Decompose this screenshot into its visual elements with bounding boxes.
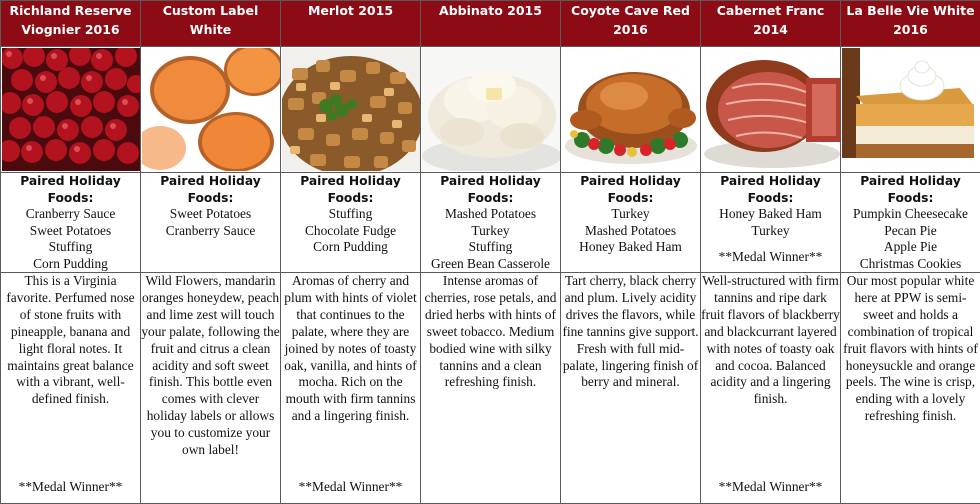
paired-food-item: Christmas Cookies — [841, 256, 980, 273]
paired-food-item: Cranberry Sauce — [141, 223, 280, 240]
paired-food-item: Pumpkin Cheesecake — [841, 206, 980, 223]
pumpkin-cheesecake-photo — [842, 48, 980, 171]
foods-row — [1, 173, 980, 273]
paired-food-item: Mashed Potatoes — [561, 223, 700, 240]
paired-foods-cell — [281, 173, 421, 273]
wine-name-header: Custom Label White — [141, 1, 281, 47]
paired-food-item: Stuffing — [421, 239, 560, 256]
paired-foods-cell — [141, 173, 281, 273]
paired-foods-title: Paired Holiday Foods: — [141, 173, 280, 206]
paired-foods-cell — [841, 173, 980, 273]
paired-food-item: Stuffing — [281, 206, 420, 223]
paired-food-item: Chocolate Fudge — [281, 223, 420, 240]
paired-foods-title: Paired Holiday Foods: — [1, 173, 140, 206]
paired-food-item: Sweet Potatoes — [141, 206, 280, 223]
wine-description-cell — [841, 273, 980, 504]
medal-winner-label: **Medal Winner** — [701, 249, 840, 266]
paired-food-item: Cranberry Sauce — [1, 206, 140, 223]
header-row — [1, 1, 980, 47]
medal-winner-label: **Medal Winner** — [1, 479, 140, 496]
image-row — [1, 47, 980, 173]
wine-description: This is a Virginia favorite. Perfumed nose of stone fruits with pineapple, banana and light floral notes. It maintains great balance with a vibrant, well-defined finish. — [1, 273, 140, 408]
paired-food-item: Honey Baked Ham — [561, 239, 700, 256]
paired-food-item: Honey Baked Ham — [701, 206, 840, 223]
roast-turkey-photo — [562, 48, 700, 171]
wine-name-header: Coyote Cave Red 2016 — [561, 1, 701, 47]
paired-foods-title: Paired Holiday Foods: — [561, 173, 700, 206]
mashed-potatoes-photo — [422, 48, 560, 171]
wine-description-cell — [1, 273, 141, 504]
food-image-cell — [281, 47, 421, 173]
paired-foods-cell — [561, 173, 701, 273]
wine-description: Our most popular white here at PPW is semi-sweet and holds a combination of tropical fruit flavors with hints of honeysuckle and orange peels. The wine is crisp, ending with a lovely refreshing finish. — [841, 273, 980, 425]
paired-food-item: Turkey — [561, 206, 700, 223]
description-row — [1, 273, 980, 504]
paired-food-item: Apple Pie — [841, 239, 980, 256]
paired-food-item: Stuffing — [1, 239, 140, 256]
medal-winner-label: **Medal Winner** — [281, 479, 420, 496]
paired-food-item: Mashed Potatoes — [421, 206, 560, 223]
wine-description-cell — [141, 273, 281, 504]
sweet-potato-photo — [142, 48, 280, 171]
food-image-cell — [701, 47, 841, 173]
food-image-cell — [841, 47, 980, 173]
wine-description-cell — [421, 273, 561, 504]
wine-name-header: Richland Reserve Viognier 2016 — [1, 1, 141, 47]
wine-description: Well-structured with firm tannins and ripe dark fruit flavors of blackberry and blackcurrant layered with notes of toasty oak and cocoa. Balanced acidity and a lingering finish. — [701, 273, 840, 408]
paired-foods-title: Paired Holiday Foods: — [281, 173, 420, 206]
paired-food-item: Pecan Pie — [841, 223, 980, 240]
wine-description: Tart cherry, black cherry and plum. Lively acidity drives the flavors, while fine tannins give support. Fresh with full mid-palate, lingering finish of berry and mineral. — [561, 273, 700, 391]
paired-foods-cell — [421, 173, 561, 273]
stuffing-photo — [282, 48, 420, 171]
wine-description-cell — [281, 273, 421, 504]
paired-foods-cell — [1, 173, 141, 273]
food-image-cell — [421, 47, 561, 173]
medal-winner-label: **Medal Winner** — [701, 479, 840, 496]
food-image-cell — [1, 47, 141, 173]
baked-ham-photo — [702, 48, 840, 171]
paired-food-item: Corn Pudding — [1, 256, 140, 273]
wine-name-header: Abbinato 2015 — [421, 1, 561, 47]
wine-name-header: Cabernet Franc 2014 — [701, 1, 841, 47]
paired-food-item: Green Bean Casserole — [421, 256, 560, 273]
wine-description: Aromas of cherry and plum with hints of violet that continues to the palate, where they are joined by notes of toasty oak, vanilla, and hints of mocha. Rich on the mouth with firm tannins and a lingering finish. — [281, 273, 420, 425]
food-image-cell — [561, 47, 701, 173]
paired-food-item: Turkey — [421, 223, 560, 240]
paired-foods-cell — [701, 173, 841, 273]
wine-description-cell — [701, 273, 841, 504]
wine-description: Wild Flowers, mandarin oranges honeydew, peach and lime zest will touch your palate, following the fruit and citrus a clean acidity and soft sweet finish. This bottle even comes with clever holiday labels or allows you to customize your own label! — [141, 273, 280, 459]
paired-foods-title: Paired Holiday Foods: — [701, 173, 840, 206]
paired-foods-title: Paired Holiday Foods: — [841, 173, 980, 206]
cranberries-photo — [2, 48, 140, 171]
wine-description: Intense aromas of cherries, rose petals, and dried herbs with hints of sweet tobacco. Medium bodied wine with silky tannins and a clean refreshing finish. — [421, 273, 560, 391]
paired-food-item: Turkey — [701, 223, 840, 240]
paired-food-item: Corn Pudding — [281, 239, 420, 256]
wine-name-header: La Belle Vie White 2016 — [841, 1, 980, 47]
paired-food-item: Sweet Potatoes — [1, 223, 140, 240]
paired-foods-title: Paired Holiday Foods: — [421, 173, 560, 206]
wine-description-cell — [561, 273, 701, 504]
food-image-cell — [141, 47, 281, 173]
wine-name-header: Merlot 2015 — [281, 1, 421, 47]
